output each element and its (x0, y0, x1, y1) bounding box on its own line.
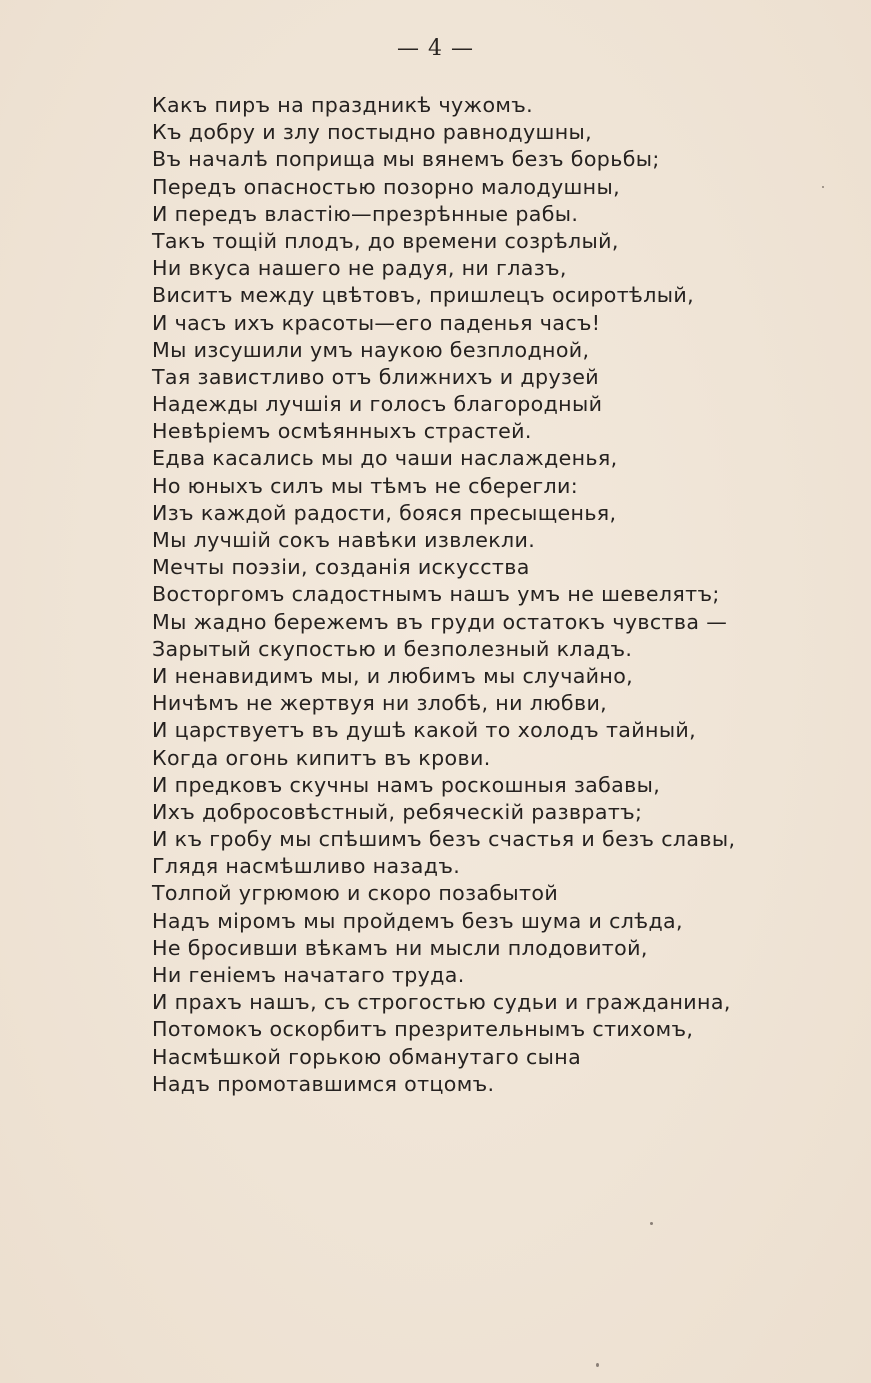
poem-line: Мечты поэзіи, созданія искусства (152, 555, 530, 580)
ink-speck (650, 1222, 653, 1225)
poem-line: И часъ ихъ красоты—его паденья часъ! (152, 310, 601, 335)
poem-line: И передъ властію—презрѣнные рабы. (152, 201, 579, 226)
poem-line: И царствуетъ въ душѣ какой то холодъ тайный, (152, 718, 697, 743)
poem-line: Ни геніемъ начатаго труда. (152, 963, 465, 987)
poem-line: Надежды лучшія и голосъ благородный (152, 392, 603, 417)
ink-speck (596, 1363, 599, 1367)
poem-line: Такъ тощій плодъ, до времени созрѣлый, (152, 228, 619, 253)
poem-line: Изъ каждой радости, бояся пресыщенья, (152, 500, 617, 525)
poem-line: Тая завистливо отъ ближнихъ и друзей (152, 364, 600, 389)
poem-line: Мы лучшій сокъ навѣки извлекли. (152, 528, 536, 552)
poem-line: Надъ міромъ мы пройдемъ безъ шума и слѣда, (152, 908, 683, 933)
poem-line: И ненавидимъ мы, и любимъ мы случайно, (152, 663, 634, 688)
poem-line: Восторгомъ сладостнымъ нашъ умъ не шевелятъ; (152, 582, 720, 607)
poem-line: Глядя насмѣшливо назадъ. (152, 854, 461, 879)
poem-line: Въ началѣ поприща мы вянемъ безъ борьбы; (152, 147, 660, 172)
ink-speck (822, 186, 824, 188)
poem-line: Виситъ между цвѣтовъ, пришлецъ осиротѣлый, (152, 283, 694, 308)
poem-line: И къ гробу мы спѣшимъ безъ счастья и безъ славы, (152, 827, 736, 852)
poem-line: Ничѣмъ не жертвуя ни злобѣ, ни любви, (152, 691, 608, 716)
poem-line: Ни вкуса нашего не радуя, ни глазъ, (152, 256, 567, 281)
poem-text (152, 92, 842, 1098)
poem-line: Невѣріемъ осмѣянныхъ страстей. (152, 419, 532, 444)
poem-line: Зарытый скупостью и безполезный кладъ. (152, 636, 633, 661)
poem-line: Надъ промотавшимся отцомъ. (152, 1071, 495, 1096)
poem-line: Когда огонь кипитъ въ крови. (152, 745, 491, 770)
poem-line: И предковъ скучны намъ роскошныя забавы, (152, 772, 661, 797)
poem-line: Насмѣшкой горькою обманутаго сына (152, 1044, 582, 1069)
poem-line: Какъ пиръ на праздникѣ чужомъ. (152, 93, 534, 117)
poem-line: Передъ опасностью позорно малодушны, (152, 174, 620, 199)
poem-line: Ихъ добросовѣстный, ребяческій развратъ; (152, 799, 643, 824)
poem-line: Мы жадно бережемъ въ груди остатокъ чувства — (152, 609, 728, 634)
poem-line: Мы изсушили умъ наукою безплодной, (152, 337, 590, 362)
poem-line: Толпой угрюмою и скоро позабытой (152, 881, 559, 906)
poem-line: Къ добру и злу постыдно равнодушны, (152, 120, 593, 145)
poem-line: Не бросивши вѣкамъ ни мысли плодовитой, (152, 935, 648, 960)
poem-line: Но юныхъ силъ мы тѣмъ не сберегли: (152, 473, 579, 498)
poem-line: Потомокъ оскорбитъ презрительнымъ стихомъ, (152, 1017, 694, 1042)
page-number: — 4 — (397, 36, 474, 61)
poem-line: И прахъ нашъ, съ строгостью судьи и гражданина, (152, 990, 731, 1015)
poem-line: Едва касались мы до чаши наслажденья, (152, 446, 618, 471)
